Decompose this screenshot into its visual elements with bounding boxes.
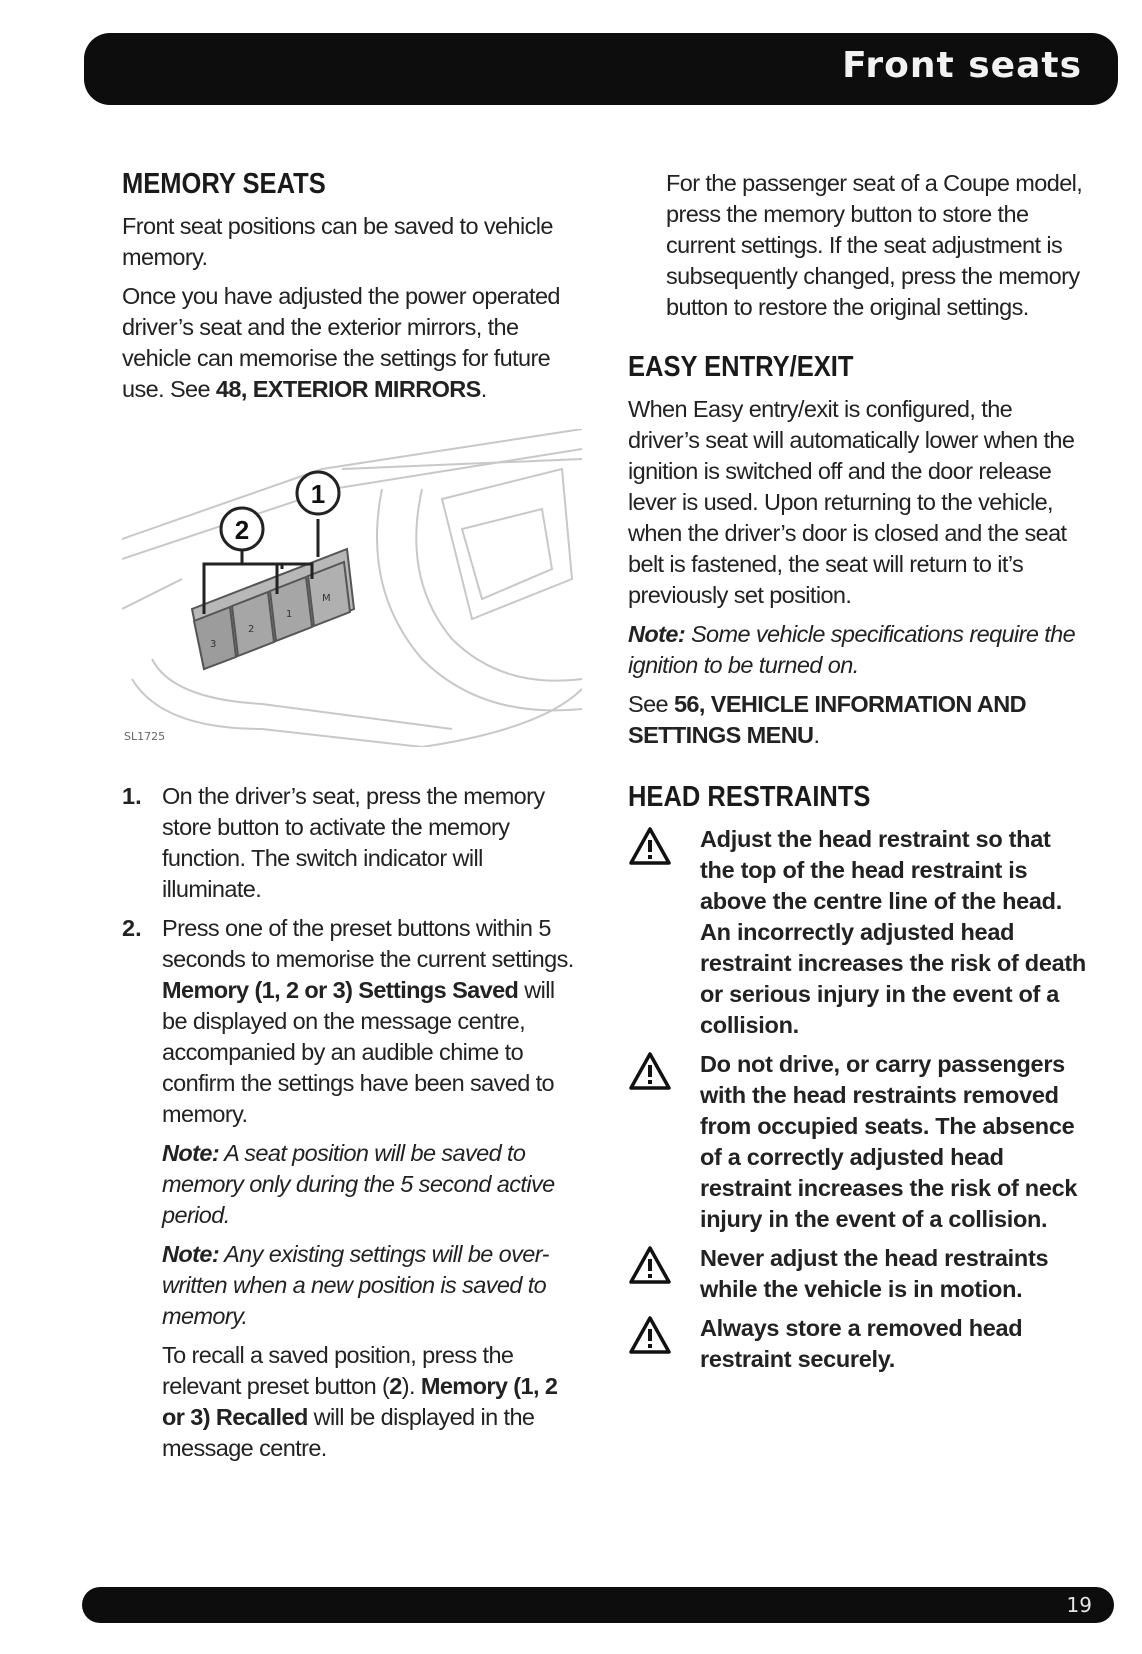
memory-seats-intro: Front seat positions can be saved to vehicle memory. [122,213,553,270]
step-2 [122,913,582,1130]
exterior-mirrors-link[interactable]: 48, EXTERIOR MIRRORS [215,376,481,402]
step-1 [122,781,582,905]
button-label-3: 3 [210,639,217,650]
warning-triangle-icon [628,1243,700,1305]
step-2-text: Press one of the preset buttons within 5 seconds to memorise the current settings. Memory (1, 2 or 3) Settings Saved will be displayed on the message centre, accompanied by an audible chime to confirm the settings have been saved to memory. [162,915,574,1127]
right-column [628,168,1088,1383]
warning-4 [628,1313,1088,1375]
vehicle-info-menu-link[interactable]: 56, VEHICLE INFORMATION AND SETTINGS MENU [628,691,1026,748]
figure-code: SL1725 [124,730,166,743]
head-restraints-heading: HEAD RESTRAINTS [628,781,871,813]
header-bar [84,33,1118,105]
memory-seats-para2 [122,281,582,405]
note-overwrite: Note: Any existing settings will be over-written when a new position is saved to memory. [162,1241,549,1329]
warning-1 [628,824,1088,1041]
warning-3 [628,1243,1088,1305]
memory-seats-heading: MEMORY SEATS [122,168,326,200]
memory-buttons-illustration [122,429,582,747]
warning-triangle-icon [628,1049,700,1235]
step-2-number: 2. [122,915,142,941]
warning-2-text: Do not drive, or carry passengers with the head restraints removed from occupied seats. The absence of a correctly adjusted head restraint increases the risk of neck injury in the event of a collision. [700,1051,1078,1232]
button-label-1: 1 [286,609,293,620]
memory-buttons-figure [122,429,582,747]
left-column [122,168,582,1472]
easy-entry-note: Note: Some vehicle specifications require the ignition to be turned on. [628,621,1076,678]
passenger-seat-paragraph: For the passenger seat of a Coupe model, press the memory button to store the current settings. If the seat adjustment is subsequently changed, press the memory button to restore the original settings. [666,170,1083,320]
easy-entry-text: When Easy entry/exit is configured, the driver’s seat will automatically lower when the ignition is switched off and the door release lever is used. Upon returning to the vehicle, when the driver’s door is closed and the seat belt is fastened, the seat will return to it’s previously set position. [628,396,1075,608]
easy-entry-see: See 56, VEHICLE INFORMATION AND SETTINGS MENU. [628,691,1026,748]
page-number: 19 [1066,1593,1092,1617]
footer-bar [82,1587,1114,1623]
warning-triangle-icon [628,1313,700,1375]
warning-3-text: Never adjust the head restraints while the vehicle is in motion. [700,1245,1049,1302]
button-label-m: M [322,593,331,604]
recall-paragraph: To recall a saved position, press the relevant preset button (2). Memory (1, 2 or 3) Recalled will be displayed in the message centre. [162,1342,558,1461]
note-save-period: Note: A seat position will be saved to memory only during the 5 second active period. [162,1140,555,1228]
warning-triangle-icon [628,824,700,1041]
para2-text: Once you have adjusted the power operated driver’s seat and the exterior mirrors, the vehicle can memorise the settings for future use. See [122,283,560,402]
easy-entry-heading: EASY ENTRY/EXIT [628,351,854,383]
page-title: Front seats [842,45,1082,86]
callout-1: 1 [310,479,326,509]
para2-end: . [480,376,487,402]
callout-2: 2 [234,515,250,545]
warning-4-text: Always store a removed head restraint securely. [700,1315,1023,1372]
warning-1-text: Adjust the head restraint so that the top of the head restraint is above the centre line of the head. An incorrectly adjusted head restraint increases the risk of death or serious injury in the event of a collision. [700,826,1086,1038]
step-1-number: 1. [122,783,142,809]
step-1-text: On the driver’s seat, press the memory store button to activate the memory function. The switch indicator will illuminate. [162,783,545,902]
warning-2 [628,1049,1088,1235]
button-label-2: 2 [248,624,255,635]
